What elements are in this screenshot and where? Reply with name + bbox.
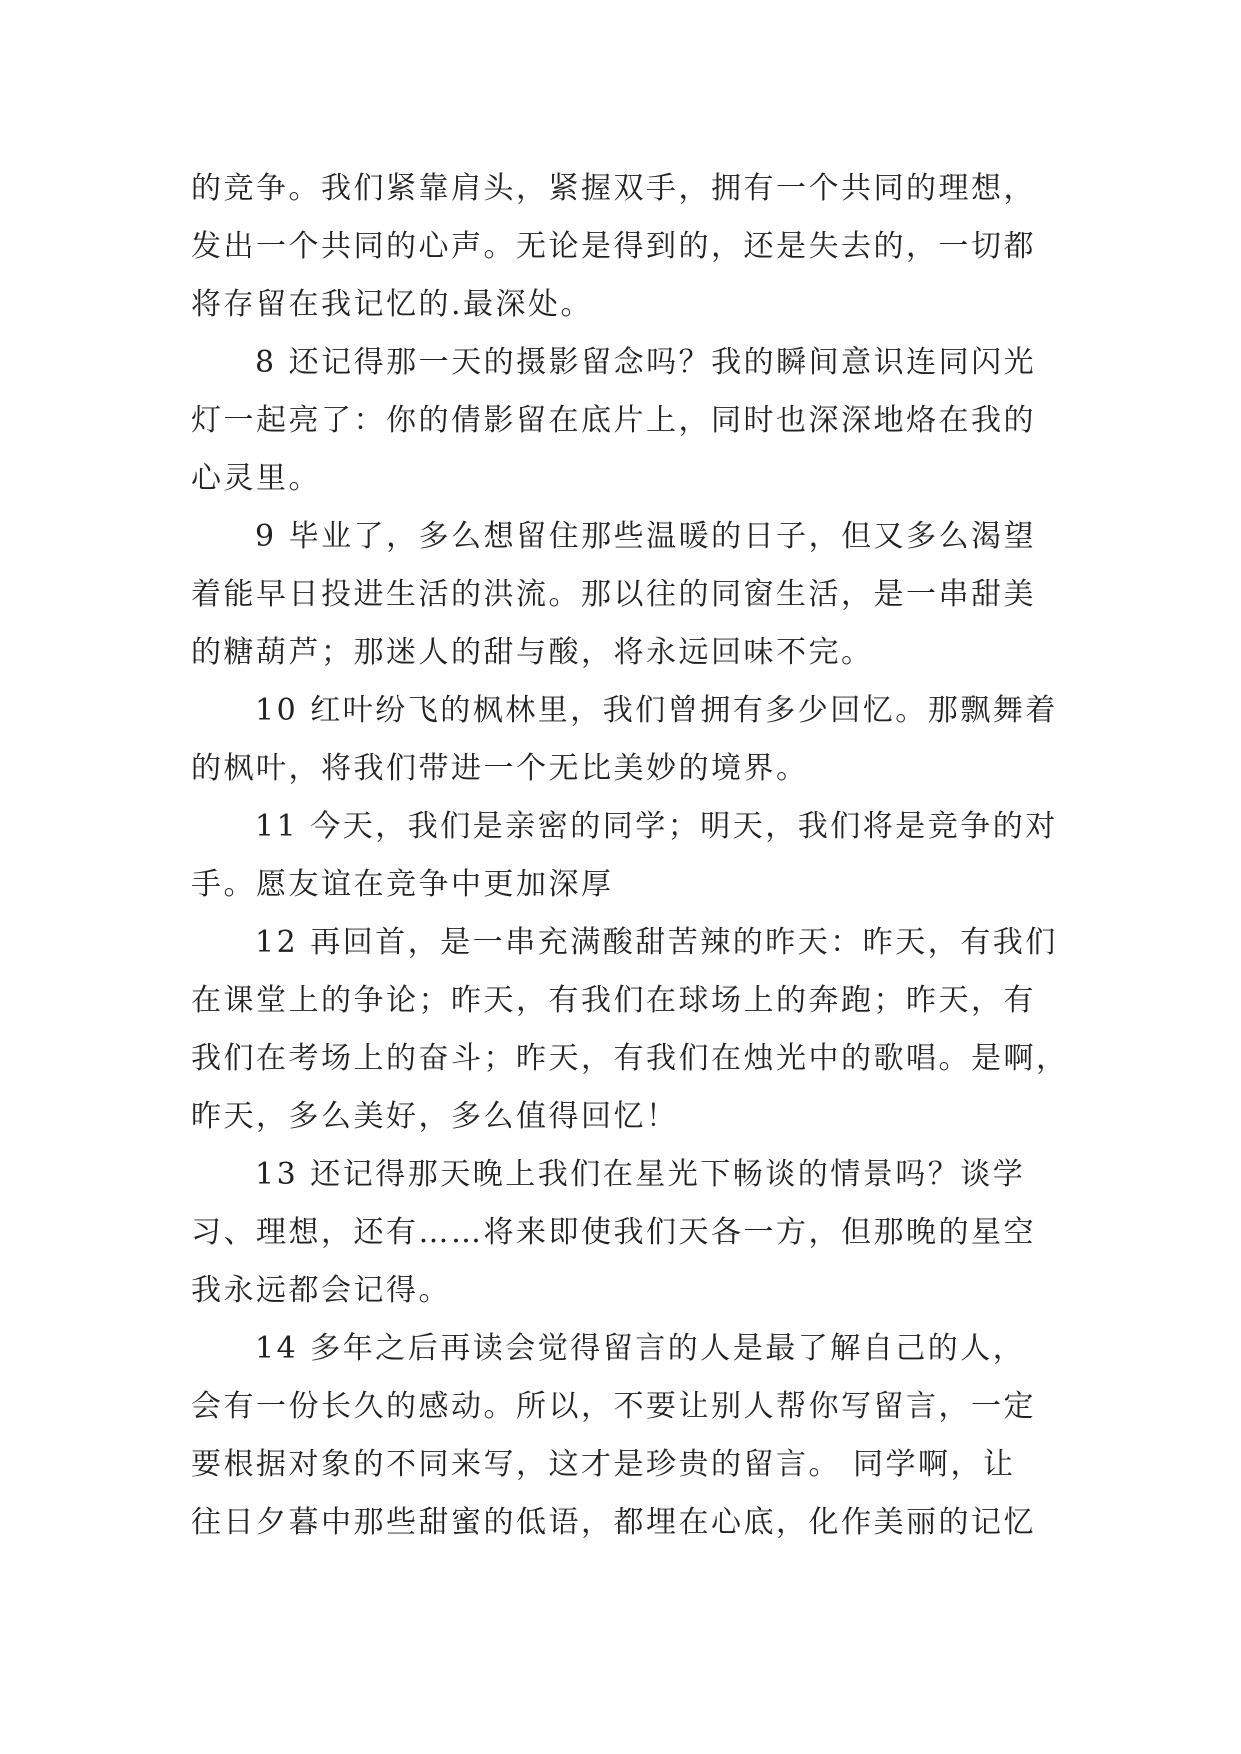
paragraph-11: [191, 798, 1059, 914]
text-line: 我永远都会记得。: [191, 1273, 451, 1308]
paragraph-8: [191, 334, 1059, 508]
text-line: 9 毕业了，多么想留住那些温暖的日子，但又多么渴望: [255, 519, 1037, 554]
text-line: 10 红叶纷飞的枫林里，我们曾拥有多少回忆。那飘舞着: [255, 693, 1058, 728]
text-line: 在课堂上的争论；昨天，有我们在球场上的奔跑；昨天，有: [191, 983, 1036, 1018]
text-line: 将存留在我记忆的.最深处。: [191, 287, 594, 322]
text-line: 13 还记得那天晚上我们在星光下畅谈的情景吗？谈学: [255, 1157, 1026, 1192]
body-text: [191, 160, 1069, 1552]
text-line: 发出一个共同的心声。无论是得到的，还是失去的，一切都: [191, 229, 1036, 264]
text-line: 11 今天，我们是亲密的同学；明天，我们将是竞争的对: [255, 809, 1058, 844]
text-line: 的枫叶，将我们带进一个无比美妙的境界。: [191, 751, 809, 786]
paragraph-13: [191, 1146, 1059, 1320]
paragraph-continuation: [191, 160, 1059, 334]
paragraph-14: [191, 1320, 1059, 1552]
text-line: 习、理想，还有……将来即使我们天各一方，但那晚的星空: [191, 1215, 1036, 1250]
text-line: 14 多年之后再读会觉得留言的人是最了解自己的人，: [255, 1331, 1026, 1366]
paragraph-10: [191, 682, 1059, 798]
text-line: 昨天，多么美好，多么值得回忆！: [191, 1099, 679, 1134]
text-line: 往日夕暮中那些甜蜜的低语，都埋在心底，化作美丽的记忆: [191, 1505, 1036, 1540]
text-line: 要根据对象的不同来写，这才是珍贵的留言。 同学啊，让: [191, 1447, 1016, 1482]
text-line: 着能早日投进生活的洪流。那以往的同窗生活，是一串甜美: [191, 577, 1036, 612]
text-line: 的糖葫芦；那迷人的甜与酸，将永远回味不完。: [191, 635, 874, 670]
text-line: 我们在考场上的奋斗；昨天，有我们在烛光中的歌唱。是啊，: [191, 1041, 1069, 1076]
paragraph-9: [191, 508, 1059, 682]
text-line: 心灵里。: [191, 461, 321, 496]
paragraph-12: [191, 914, 1069, 1146]
text-line: 的竞争。我们紧靠肩头，紧握双手，拥有一个共同的理想，: [191, 171, 1036, 206]
text-line: 会有一份长久的感动。所以，不要让别人帮你写留言，一定: [191, 1389, 1036, 1424]
text-line: 灯一起亮了：你的倩影留在底片上，同时也深深地烙在我的: [191, 403, 1036, 438]
text-line: 手。愿友谊在竞争中更加深厚: [191, 867, 614, 902]
text-line: 12 再回首，是一串充满酸甜苦辣的昨天：昨天，有我们: [255, 925, 1058, 960]
text-line: 8 还记得那一天的摄影留念吗？我的瞬间意识连同闪光: [255, 345, 1037, 380]
